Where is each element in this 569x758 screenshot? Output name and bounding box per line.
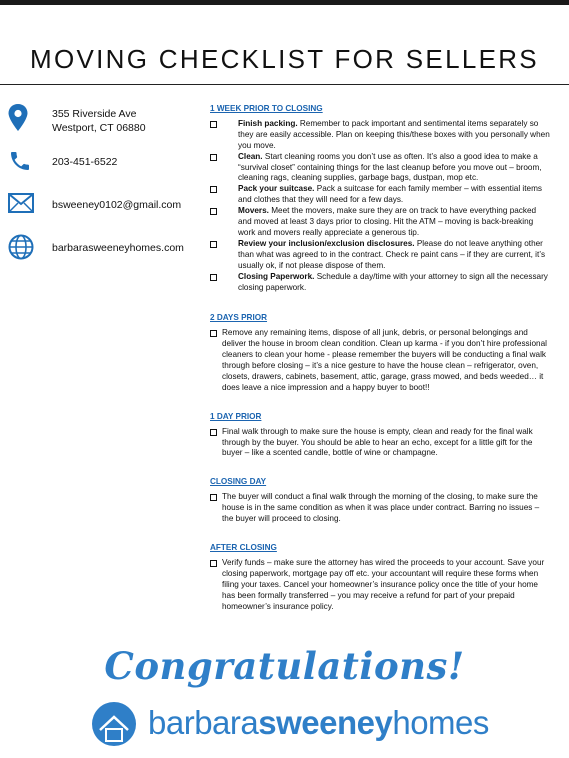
checklist-item: Review your inclusion/exclusion disclosures. Please do not leave anything other than what was agreed to in the contract. Check re paint cans – if they are current, it’s usually ok, if not please dispose of them. bbox=[210, 239, 550, 272]
checkbox-icon[interactable] bbox=[210, 154, 217, 161]
address-line-2: Westport, CT 06880 bbox=[52, 122, 146, 134]
checkbox-icon[interactable] bbox=[210, 494, 217, 501]
checklist-column bbox=[210, 104, 550, 612]
checkbox-icon[interactable] bbox=[210, 208, 217, 215]
top-bar bbox=[0, 0, 569, 5]
checkbox-icon[interactable] bbox=[210, 241, 217, 248]
checklist-item: Movers. Meet the movers, make sure they are on track to have everything packed and moved at least 3 days prior to closing. Hit the ATM – moving is back-breaking work and movers really appreciate a generous tip. bbox=[210, 206, 550, 239]
section-heading-after-closing: AFTER CLOSING bbox=[210, 543, 277, 552]
globe-icon bbox=[8, 234, 34, 260]
brand-wordmark: barbarasweeneyhomes bbox=[148, 704, 489, 741]
phone-number[interactable]: 203-451-6522 bbox=[52, 156, 118, 168]
checkbox-icon[interactable] bbox=[210, 121, 217, 128]
envelope-icon bbox=[8, 193, 34, 213]
email-link[interactable]: bsweeney0102@gmail.com bbox=[52, 199, 182, 211]
checkbox-icon[interactable] bbox=[210, 274, 217, 281]
page-title: MOVING CHECKLIST FOR SELLERS bbox=[30, 44, 539, 74]
checkbox-icon[interactable] bbox=[210, 560, 217, 567]
checkbox-icon[interactable] bbox=[210, 429, 217, 436]
checklist-item: Finish packing. Remember to pack important and sentimental items separately so they are easily accessible. Plan on keeping this/these boxes with you personally when you move. bbox=[210, 119, 550, 152]
phone-icon bbox=[8, 149, 32, 173]
checkbox-icon[interactable] bbox=[210, 186, 217, 193]
section-heading-1-day: 1 DAY PRIOR bbox=[210, 411, 262, 421]
checklist-item: Pack your suitcase. Pack a suitcase for each family member – with essential items and clothes that they will need for a few days. bbox=[210, 184, 550, 206]
checklist-item: Remove any remaining items, dispose of all junk, debris, or personal belongings and deliver the house in broom clean condition. Clean up karma - if you don’t hire professional cleaners to clean your home - please remember the buyers will be conducting a final walk through before closing – it’s a nice gesture to have the house clean – refrigerator, oven, closets, drawers, cabinets, basement, attic, garage, grass mowed, and beds weeded… it does leave a nice impression and a happy buyer to boot!! bbox=[210, 328, 550, 393]
house-monogram-icon bbox=[88, 700, 144, 750]
checklist-item: Verify funds – make sure the attorney has wired the proceeds to your account. Save your closing paperwork, mortgage pay off etc. your accountant will require these forms when filing your taxes. Cancel your homeowner’s insurance policy once the title of your home has been formally transferred – you may receive a refund for part of your prepaid homeowner’s insurance policy. bbox=[210, 558, 550, 613]
section-heading-week: 1 WEEK PRIOR TO CLOSING bbox=[210, 104, 323, 113]
title-divider bbox=[0, 84, 569, 85]
map-pin-icon bbox=[8, 104, 28, 132]
address-line-1: 355 Riverside Ave bbox=[52, 108, 137, 120]
checkbox-icon[interactable] bbox=[210, 330, 217, 337]
website-link[interactable]: barbarasweeneyhomes.com bbox=[52, 242, 184, 254]
section-heading-2-days: 2 DAYS PRIOR bbox=[210, 313, 268, 323]
checklist-item: Final walk through to make sure the house is empty, clean and ready for the final walk through by the buyer. You should be able to hear an echo, except for a little gift for the buyer – like a scented candle, bottle of wine or champagne. bbox=[210, 427, 550, 460]
checklist-item: Clean. Start cleaning rooms you don’t use as often. It’s also a good idea to make a “survival closet” containing things for the last cleanup before you move out – broom, cleaning rags, cleaning supplies, garbage bags, dustpan, mop etc. bbox=[210, 152, 550, 185]
week-items bbox=[210, 119, 550, 294]
checklist-item: The buyer will conduct a final walk through the morning of the closing, to make sure the house is in the same condition as when it was place under contract. Barring no issues – the buyer will proceed to closing. bbox=[210, 492, 550, 525]
brand-logo bbox=[88, 700, 508, 750]
congratulations-banner: Congratulations! bbox=[104, 644, 465, 688]
section-heading-closing-day: CLOSING DAY bbox=[210, 477, 267, 487]
checklist-item: Closing Paperwork. Schedule a day/time with your attorney to sign all the necessary closing paperwork. bbox=[210, 272, 550, 294]
